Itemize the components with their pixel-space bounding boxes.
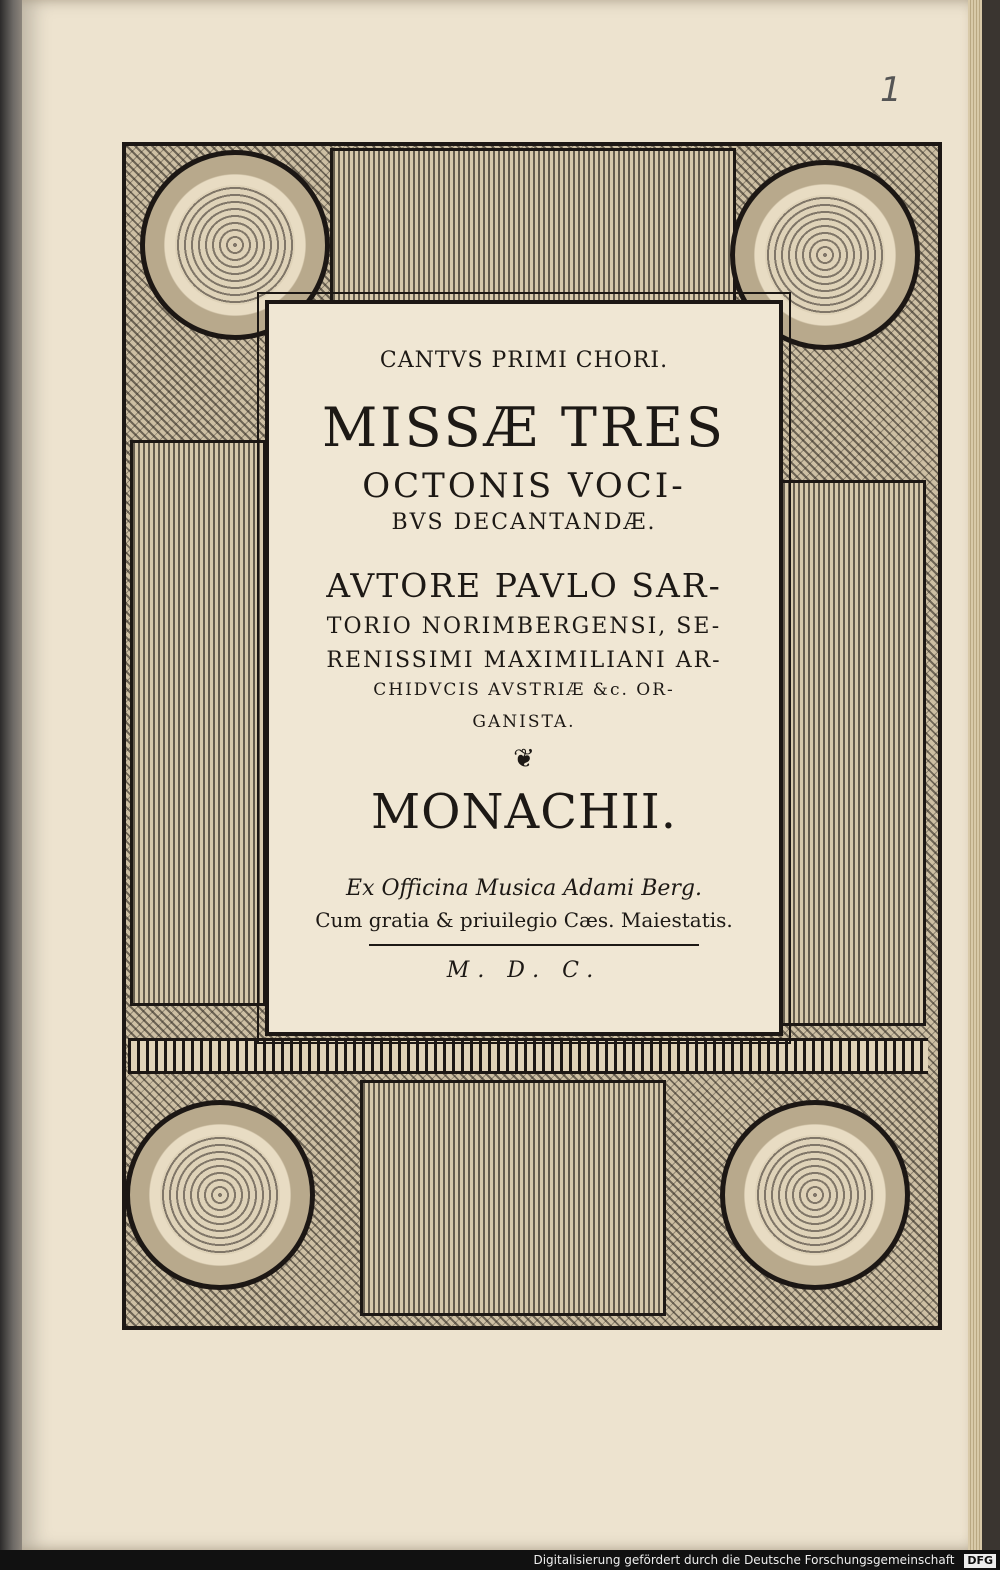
medallion-ox-evangelist <box>720 1100 910 1290</box>
privilege-line: Cum gratia & priuilegio Cæs. Maiestatis. <box>315 908 733 932</box>
dfg-logo: DFG <box>964 1554 996 1568</box>
main-title-line-1: MISSÆ TRES <box>322 396 726 459</box>
book-spine <box>0 0 22 1550</box>
digitization-footer <box>0 1550 1000 1570</box>
voice-part: CANTVS PRIMI CHORI. <box>379 348 669 373</box>
woodcut-madonna-and-child <box>360 1080 666 1316</box>
author-line-4: CHIDVCIS AVSTRIÆ &c. OR- <box>373 680 675 700</box>
place-of-printing: MONACHII. <box>371 784 677 840</box>
title-panel <box>265 300 783 1036</box>
fleuron-ornament-icon: ❦ <box>513 744 535 774</box>
woodcut-saint-figure <box>780 480 926 1026</box>
page-edges <box>968 0 982 1550</box>
woodcut-pope-figure <box>130 440 266 1006</box>
author-line-2: TORIO NORIMBERGENSI, SE- <box>326 614 722 639</box>
main-title-line-2: OCTONIS VOCI- <box>362 466 686 506</box>
author-line-3: RENISSIMI MAXIMILIANI AR- <box>326 648 722 673</box>
footer-credit: Digitalisierung gefördert durch die Deutsche Forschungsgemeinschaft <box>533 1553 955 1567</box>
publication-year: M. D. C. <box>446 958 602 983</box>
main-title-line-3: BVS DECANTANDÆ. <box>391 510 657 535</box>
divider-rule <box>369 944 699 946</box>
author-line-5: GANISTA. <box>472 712 576 732</box>
folio-number: 1 <box>880 70 902 110</box>
woodcut-god-the-father <box>330 148 736 306</box>
rosette-band <box>128 1038 928 1074</box>
author-line-1: AVTORE PAVLO SAR- <box>326 566 722 605</box>
medallion-eagle-evangelist <box>125 1100 315 1290</box>
printer-imprint: Ex Officina Musica Adami Berg. <box>346 876 702 901</box>
